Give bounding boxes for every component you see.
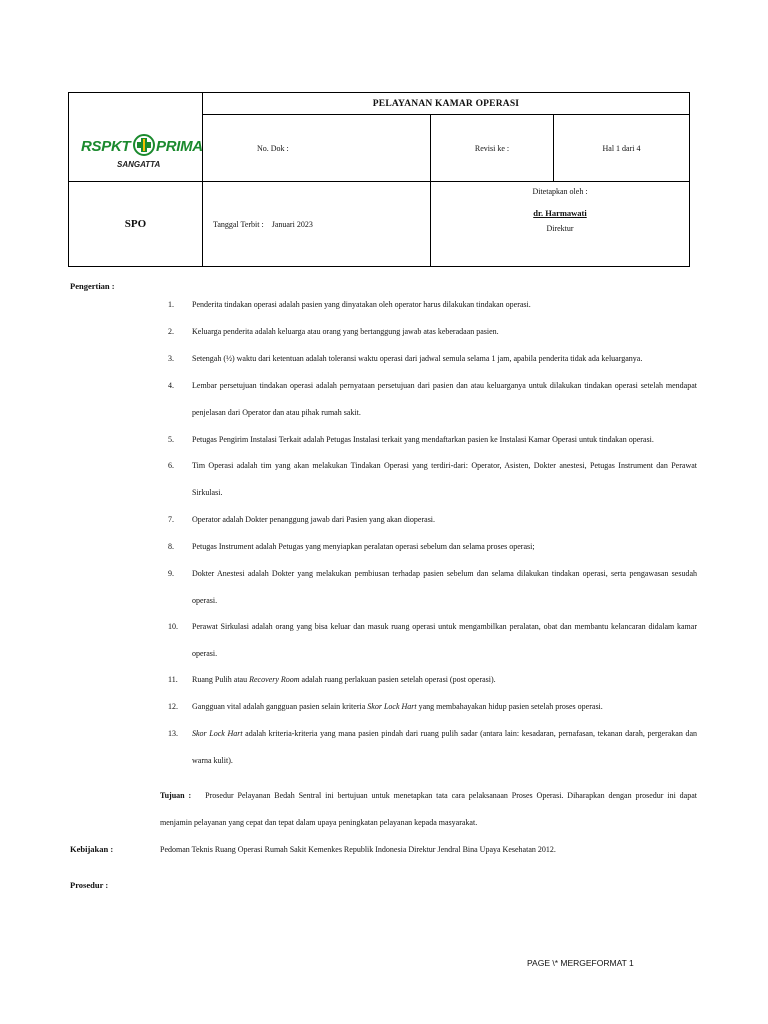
item-number: 5. [168, 435, 174, 444]
tanggal-label: Tanggal Terbit : [213, 219, 264, 229]
item-text-italic: Skor Lock Hart [192, 729, 243, 738]
item-text [192, 666, 697, 693]
item-text [192, 720, 697, 774]
page-count: Hal 1 dari 4 [602, 143, 641, 153]
no-dok: No. Dok : [257, 143, 289, 153]
item-text-part: adalah kriteria-kriteria yang mana pasien pindah dari ruang pulih sadar (antara lain: kesadaran, pernafasan, tekanan darah, pergerakan dan warna kulit). [192, 729, 698, 765]
header-table [68, 92, 690, 267]
item-number: 3. [168, 354, 174, 363]
revisi: Revisi ke : [474, 143, 510, 153]
item-text-part: Ruang Pulih atau [192, 675, 250, 684]
item-number: 10. [168, 622, 178, 631]
page-footer: PAGE \* MERGEFORMAT 1 [527, 958, 634, 968]
item-text: Tim Operasi adalah tim yang akan melakukan Tindakan Operasi yang terdiri-dari: Operator, Asisten, Dokter anestesi, Petugas Instrument dan Perawat Sirkulasi. [192, 461, 697, 497]
item-text-part: yang membahayakan hidup pasien setelah proses operasi. [416, 702, 603, 711]
tujuan-text: Prosedur Pelayanan Bedah Sentral ini bertujuan untuk menetapkan tata cara pelaksanaan Proses Operasi. Diharapkan dengan prosedur ini dapat menjamin pelayanan yang cepat dan tepat dalam upaya peningkatan pelayanan kepada masyarakat. [160, 791, 698, 827]
pengertian-label: Pengertian : [70, 281, 115, 291]
prosedur-label: Prosedur : [70, 880, 109, 890]
document-title: PELAYANAN KAMAR OPERASI [372, 98, 520, 109]
logo-text-right: PRIMA [156, 138, 203, 155]
item-number: 13. [168, 729, 178, 738]
kebijakan-label: Kebijakan : [70, 844, 114, 854]
kebijakan-text: Pedoman Teknis Ruang Operasi Rumah Sakit Kemenkes Republik Indonesia Direktur Jendral Bina Upaya Kesehatan 2012. [160, 845, 556, 854]
item-text: Penderita tindakan operasi adalah pasien yang dinyatakan oleh operator harus dilakukan tindakan operasi. [192, 300, 531, 309]
tanggal-value: Januari 2023 [271, 219, 313, 229]
item-text-part: adalah ruang perlakuan pasien setelah operasi (post operasi). [299, 675, 496, 684]
logo-subtitle: SANGATTA [117, 160, 161, 169]
item-number: 1. [168, 300, 174, 309]
item-text: Keluarga penderita adalah keluarga atau orang yang bertanggung jawab atas keberadaan pasien. [192, 327, 499, 336]
hospital-logo [81, 133, 203, 179]
item-number: 12. [168, 702, 178, 711]
item-text: Setengah (½) waktu dari ketentuan adalah toleransi waktu operasi dari jadwal semula selama 1 jam, apabila penderita tidak ada keluarganya. [192, 354, 643, 363]
item-text: Operator adalah Dokter penanggung jawab dari Pasien yang akan dioperasi. [192, 515, 436, 524]
item-text: Dokter Anestesi adalah Dokter yang melakukan pembiusan terhadap pasien sebelum dan selama dilakukan tindakan operasi, serta pengawasan sesudah operasi. [192, 569, 697, 605]
signatory-title: Direktur [546, 223, 574, 233]
item-text: Petugas Instrument adalah Petugas yang menyiapkan peralatan operasi sebelum dan selama proses operasi; [192, 542, 535, 551]
ditetapkan-oleh: Ditetapkan oleh : [532, 186, 588, 196]
item-number: 11. [168, 675, 178, 684]
tujuan-paragraph [160, 782, 697, 836]
item-number: 9. [168, 569, 174, 578]
spo-label: SPO [124, 218, 147, 230]
item-text: Lembar persetujuan tindakan operasi adalah pernyataan persetujuan dari pasien dan atau keluarganya untuk dilakukan tindakan operasi setelah mendapat penjelasan dari Operator dan atau pihak rumah sakit. [192, 381, 697, 417]
item-text-italic: Recovery Room [249, 675, 300, 684]
item-number: 7. [168, 515, 174, 524]
item-number: 8. [168, 542, 174, 551]
item-text [192, 693, 697, 720]
item-text: Petugas Pengirim Instalasi Terkait adalah Petugas Instalasi terkait yang mendaftarkan pasien ke Instalasi Kamar Operasi untuk tindakan operasi. [192, 435, 654, 444]
tanggal-terbit [203, 182, 430, 266]
tujuan-label: Tujuan : [160, 791, 192, 800]
item-number: 4. [168, 381, 174, 390]
item-text-part: Gangguan vital adalah gangguan pasien selain kriteria [192, 702, 368, 711]
signatory-name: dr. Harmawati [533, 208, 587, 218]
item-text-italic: Skor Lock Hart [367, 702, 417, 711]
cross-emblem-icon [133, 133, 155, 157]
item-number: 6. [168, 461, 174, 470]
item-text: Perawat Sirkulasi adalah orang yang bisa keluar dan masuk ruang operasi untuk mengambilkan peralatan, obat dan membantu kelancaran didalam kamar operasi. [192, 622, 697, 658]
item-number: 2. [168, 327, 174, 336]
logo-text-left: RSPKT [81, 138, 131, 155]
